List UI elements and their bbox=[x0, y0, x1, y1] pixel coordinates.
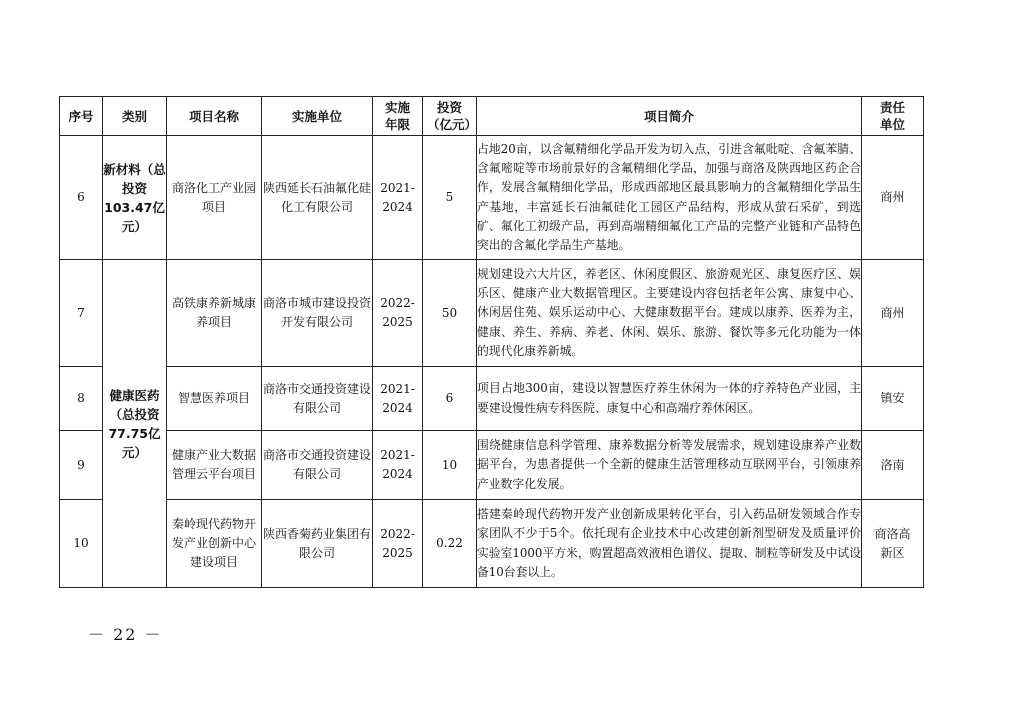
row-period: 2021-2024 bbox=[373, 431, 423, 500]
header-name: 项目名称 bbox=[167, 97, 262, 136]
row-project-name: 健康产业大数据管理云平台项目 bbox=[167, 431, 262, 500]
row-summary: 围绕健康信息科学管理、康养数据分析等发展需求，规划建设康养产业数据平台，为患者提供一个全新的健康生活管理移动互联网平台，引领康养产业数字化发展。 bbox=[477, 431, 862, 500]
row-project-name: 秦岭现代药物开发产业创新中心建设项目 bbox=[167, 500, 262, 588]
row-seq: 7 bbox=[60, 260, 103, 367]
row-project-name: 高铁康养新城康养项目 bbox=[167, 260, 262, 367]
row-resp: 洛南 bbox=[862, 431, 924, 500]
row-seq: 9 bbox=[60, 431, 103, 500]
row-period: 2021-2024 bbox=[373, 136, 423, 260]
row-resp: 商州 bbox=[862, 136, 924, 260]
row-seq: 8 bbox=[60, 367, 103, 431]
row-unit: 商洛市城市建设投资开发有限公司 bbox=[262, 260, 373, 367]
row-resp: 商洛高新区 bbox=[862, 500, 924, 588]
row-unit: 陕西香菊药业集团有限公司 bbox=[262, 500, 373, 588]
header-summary: 项目简介 bbox=[477, 97, 862, 136]
row-unit: 商洛市交通投资建设有限公司 bbox=[262, 431, 373, 500]
row-summary: 占地20亩，以含氟精细化学品开发为切入点，引进含氟吡啶、含氟苯腈、含氟嘧啶等市场前景好的含氟精细化学品，加强与商洛及陕西地区药企合作，发展含氟精细化学品，形成西部地区最具影响力的含氟精细化学品生产基地，丰富延长石油氟硅化工园区产品结构，形成从萤石采矿，到选矿、氟化工初级产品，再到高端精细氟化工产品的完整产业链和产品特色突出的含氟化学品生产基地。 bbox=[477, 136, 862, 260]
row-period: 2022-2025 bbox=[373, 260, 423, 367]
row-resp: 商州 bbox=[862, 260, 924, 367]
row-period: 2021-2024 bbox=[373, 367, 423, 431]
project-table bbox=[59, 96, 924, 588]
row-summary: 项目占地300亩，建设以智慧医疗养生休闲为一体的疗养特色产业园，主要建设慢性病专科医院、康复中心和高端疗养休闲区。 bbox=[477, 367, 862, 431]
row-unit: 陕西延长石油氟化硅化工有限公司 bbox=[262, 136, 373, 260]
header-seq: 序号 bbox=[60, 97, 103, 136]
row-seq: 10 bbox=[60, 500, 103, 588]
category-health-medicine: 健康医药（总投资77.75亿元） bbox=[103, 260, 167, 588]
category-new-materials: 新材料（总投资103.47亿元） bbox=[103, 136, 167, 260]
row-resp: 镇安 bbox=[862, 367, 924, 431]
header-unit: 实施单位 bbox=[262, 97, 373, 136]
row-period: 2022-2025 bbox=[373, 500, 423, 588]
table-row bbox=[60, 500, 924, 588]
header-resp: 责任单位 bbox=[862, 97, 924, 136]
row-summary: 规划建设六大片区，养老区、休闲度假区、旅游观光区、康复医疗区、娱乐区、健康产业大数据管理区。主要建设内容包括老年公寓、康复中心、休闲居住苑、娱乐运动中心、大健康数据平台。建成以康养、医养为主，健康、养生、养病、养老、休闲、娱乐、旅游、餐饮等多元化功能为一体的现代化康养新城。 bbox=[477, 260, 862, 367]
header-category: 类别 bbox=[103, 97, 167, 136]
header-investment: 投资（亿元） bbox=[423, 97, 477, 136]
row-unit: 商洛市交通投资建设有限公司 bbox=[262, 367, 373, 431]
row-investment: 50 bbox=[423, 260, 477, 367]
row-project-name: 智慧医养项目 bbox=[167, 367, 262, 431]
header-row bbox=[60, 97, 924, 136]
table-row bbox=[60, 367, 924, 431]
table-row bbox=[60, 431, 924, 500]
row-project-name: 商洛化工产业园项目 bbox=[167, 136, 262, 260]
row-investment: 6 bbox=[423, 367, 477, 431]
row-investment: 10 bbox=[423, 431, 477, 500]
row-summary: 搭建秦岭现代药物开发产业创新成果转化平台，引入药品研发领域合作专家团队不少于5个。依托现有企业技术中心改建创新剂型研发及质量评价实验室1000平方米，购置超高效液相色谱仪、提取、制粒等研发及中试设备10台套以上。 bbox=[477, 500, 862, 588]
page-number: － 22 － bbox=[88, 625, 163, 644]
table-row bbox=[60, 136, 924, 260]
table-row bbox=[60, 260, 924, 367]
row-investment: 5 bbox=[423, 136, 477, 260]
header-period: 实施年限 bbox=[373, 97, 423, 136]
row-seq: 6 bbox=[60, 136, 103, 260]
row-investment: 0.22 bbox=[423, 500, 477, 588]
